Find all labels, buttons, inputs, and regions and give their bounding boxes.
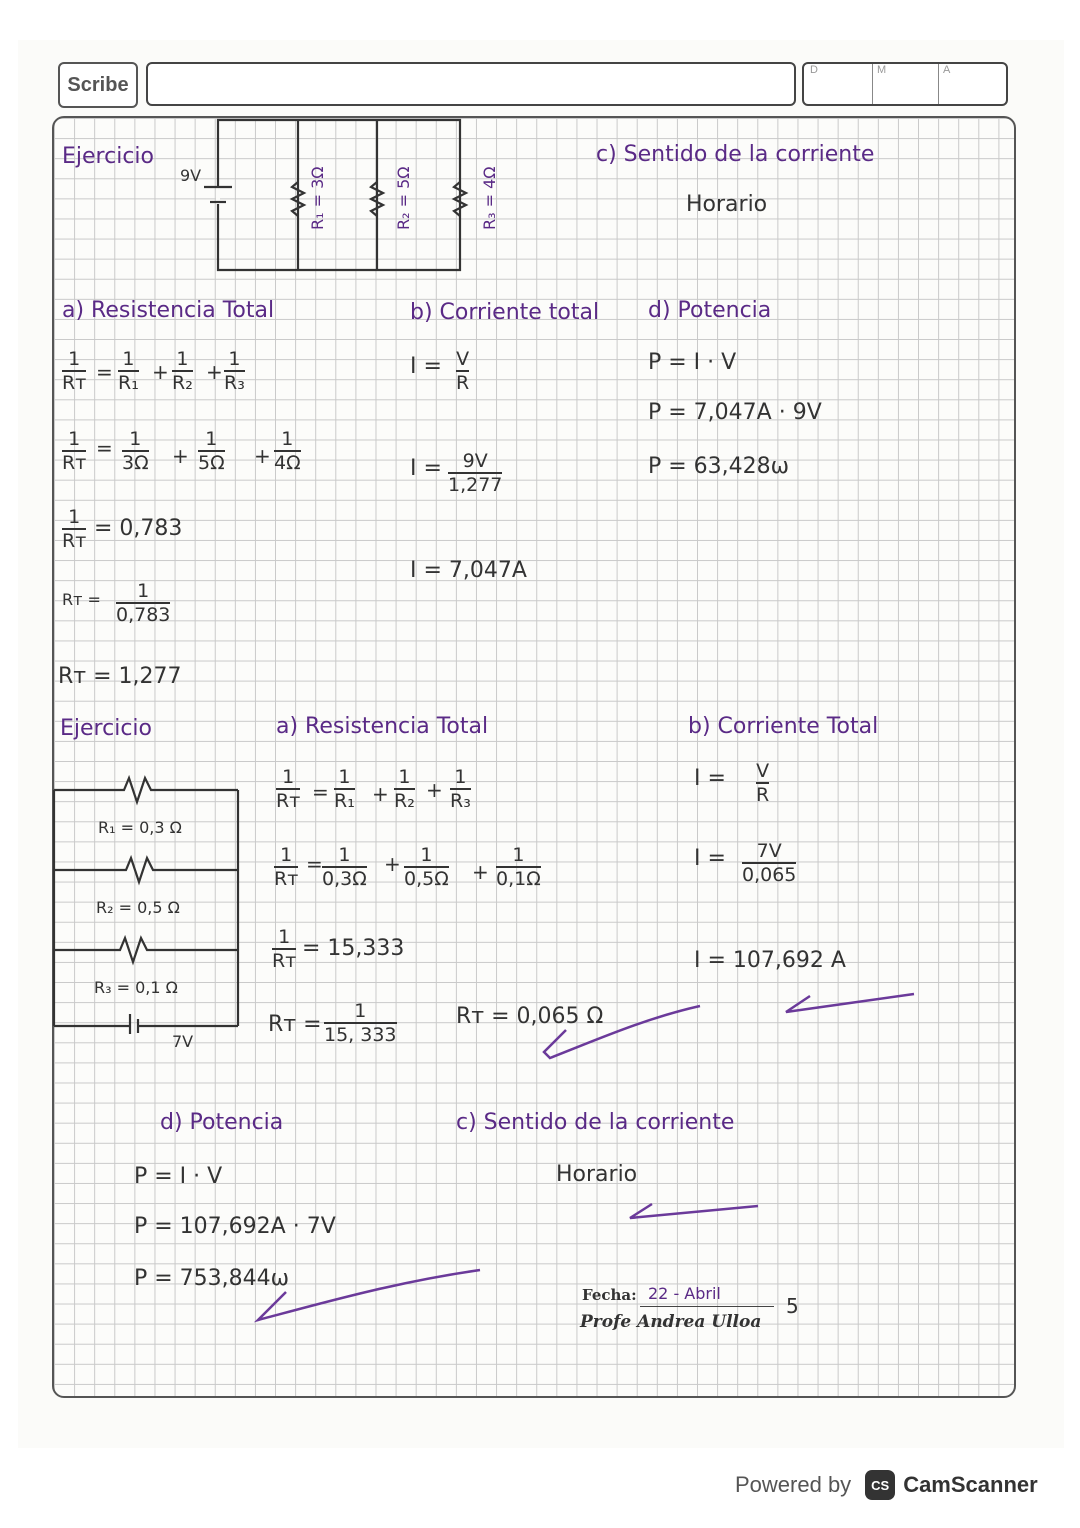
ex1-c-answer: Horario [686, 192, 768, 217]
ex2-a-title: a) Resistencia Total [276, 714, 489, 739]
ex1-b-result: I = 7,047A [410, 558, 527, 583]
header-title-field [146, 62, 796, 106]
ex2-r3-label: R₃ = 0,1 Ω [94, 978, 178, 997]
fecha-value: 22 - Abril [648, 1284, 721, 1303]
ex2-b-title: b) Corriente Total [688, 714, 879, 739]
ex1-d-formula-1: P = I · V [648, 350, 737, 375]
ex2-title: Ejercicio [60, 716, 152, 741]
camscanner-logo-icon: CS [865, 1470, 895, 1500]
ex2-battery-label: 7V [172, 1032, 194, 1051]
date-year-label: A [938, 64, 950, 104]
ex1-d-title: d) Potencia [648, 298, 772, 323]
ex1-battery-label: 9V [180, 166, 202, 185]
ex1-a-title: a) Resistencia Total [62, 298, 275, 323]
date-month-label: M [872, 64, 886, 104]
ex2-c-title: c) Sentido de la corriente [456, 1110, 735, 1135]
teacher-signature: Profe Andrea Ulloa [580, 1312, 762, 1332]
grade-mark: 5 [786, 1294, 799, 1318]
ex1-r1-label: R₁ = 3Ω [308, 166, 327, 230]
ex2-d-formula-2: P = 107,692A · 7V [134, 1214, 336, 1239]
ex2-d-formula-1: P = I · V [134, 1164, 223, 1189]
ex1-a-result: Rᴛ = 1,277 [58, 664, 182, 689]
check-mark-current [780, 986, 920, 1026]
check-mark-direction [624, 1196, 764, 1230]
check-mark-rt [536, 1000, 706, 1070]
ex2-a-result: Rᴛ = 0,065 Ω [456, 1004, 604, 1029]
check-mark-power [246, 1262, 486, 1332]
ex1-d-formula-2: P = 7,047A · 9V [648, 400, 822, 425]
date-day-label: D [810, 64, 818, 76]
camscanner-brand: CamScanner [903, 1472, 1038, 1497]
camscanner-watermark [735, 1470, 1038, 1500]
header-date-field [802, 62, 1008, 106]
ex2-b-result: I = 107,692 A [694, 948, 846, 973]
ex2-d-formula-3: P = 753,844ω [134, 1266, 290, 1291]
fecha-label: Fecha: [582, 1286, 637, 1304]
ex2-r1-label: R₁ = 0,3 Ω [98, 818, 182, 837]
ex1-c-title: c) Sentido de la corriente [596, 142, 875, 167]
ex2-d-title: d) Potencia [160, 1110, 284, 1135]
ex1-r2-label: R₂ = 5Ω [394, 166, 413, 230]
ex1-d-formula-3: P = 63,428ω [648, 454, 790, 479]
ex1-r3-label: R₃ = 4Ω [480, 166, 499, 230]
powered-by-text: Powered by [735, 1472, 852, 1497]
ex1-b-title: b) Corriente total [410, 300, 600, 325]
ex1-title: Ejercicio [62, 144, 154, 169]
ex2-r2-label: R₂ = 0,5 Ω [96, 898, 180, 917]
ex2-c-answer: Horario [556, 1162, 638, 1187]
scribe-logo: Scribe [58, 62, 138, 108]
